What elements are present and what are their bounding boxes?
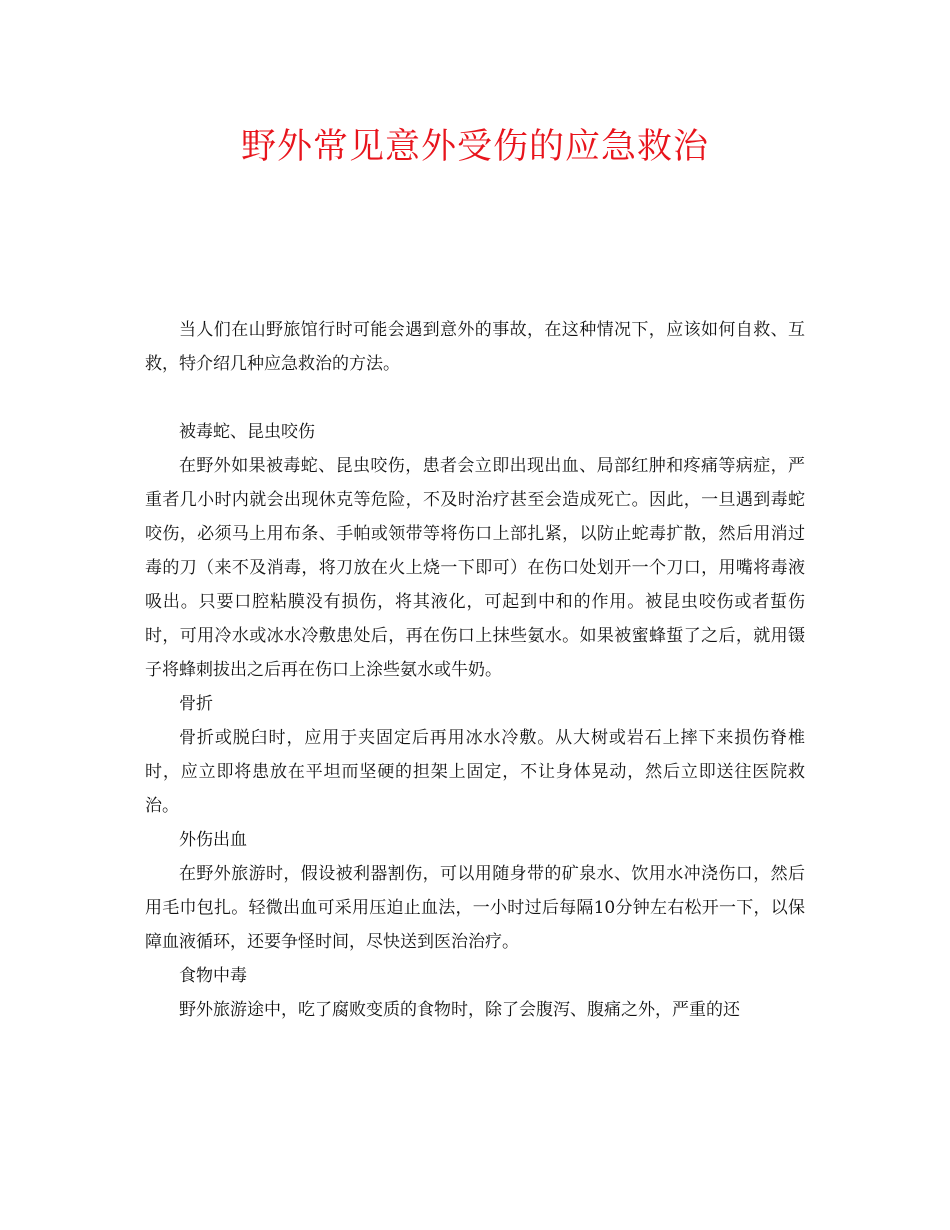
document-body xyxy=(145,313,805,1027)
section-body-bleeding: 在野外旅游时，假设被利器割伤，可以用随身带的矿泉水、饮用水冲浇伤口，然后用毛巾包扎。轻微出血可采用压迫止血法，一小时过后每隔10分钟左右松开一下，以保障血液循环，还要争怪时间，尽快送到医治治疗。 xyxy=(145,864,805,952)
page-title: 野外常见意外受伤的应急救治 xyxy=(240,127,709,167)
section-body-fracture: 骨折或脱臼时，应用于夹固定后再用冰水冷敷。从大树或岩石上摔下来损伤脊椎时，应立即将患放在平坦而坚硬的担架上固定，不让身体晃动，然后立即送往医院救治。 xyxy=(145,728,805,816)
intro-paragraph: 当人们在山野旅馆行时可能会遇到意外的事故，在这种情况下，应该如何自救、互救，特介绍几种应急救治的方法。 xyxy=(145,320,805,374)
section-heading-snake-bite: 被毒蛇、昆虫咬伤 xyxy=(179,422,315,442)
section-heading-bleeding: 外伤出血 xyxy=(179,830,247,850)
section-heading-fracture: 骨折 xyxy=(179,694,213,714)
section-body-snake-bite: 在野外如果被毒蛇、昆虫咬伤，患者会立即出现出血、局部红肿和疼痛等病症，严重者几小时内就会出现休克等危险，不及时治疗甚至会造成死亡。因此，一旦遇到毒蛇咬伤，必须马上用布条、手帕或领带等将伤口上部扎紧，以防止蛇毒扩散，然后用消过毒的刀（来不及消毒，将刀放在火上烧一下即可）在伤口处划开一个刀口，用嘴将毒液吸出。只要口腔粘膜没有损伤，将其液化，可起到中和的作用。被昆虫咬伤或者蜇伤时，可用冷水或冰水冷敷患处后，再在伤口上抹些氨水。如果被蜜蜂蜇了之后，就用镊子将蜂刺拔出之后再在伤口上涂些氨水或牛奶。 xyxy=(145,456,805,680)
section-body-food-poisoning: 野外旅游途中，吃了腐败变质的食物时，除了会腹泻、腹痛之外，严重的还 xyxy=(179,1000,740,1020)
section-heading-food-poisoning: 食物中毒 xyxy=(179,966,247,986)
